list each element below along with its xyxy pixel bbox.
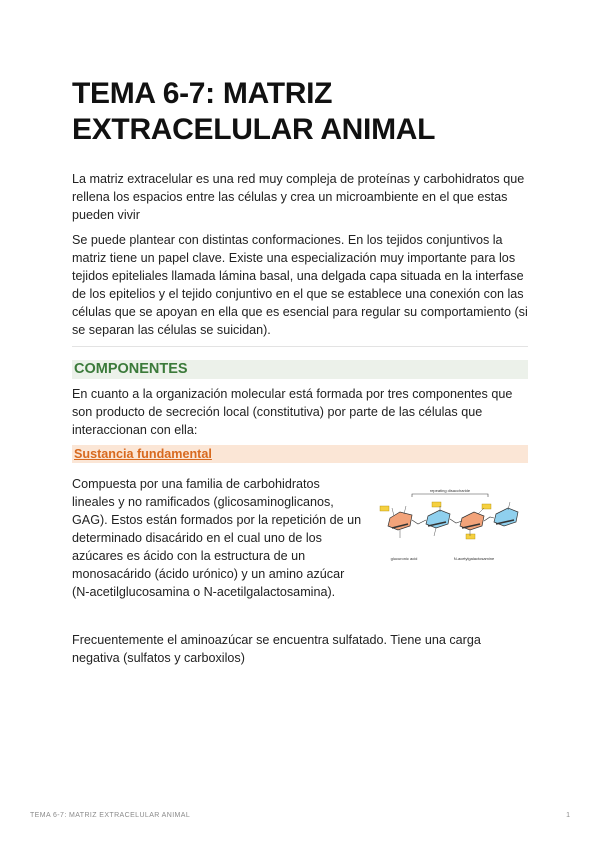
disaccharide-figure (370, 486, 530, 568)
page-title-line-2: EXTRACELULAR ANIMAL (72, 113, 436, 146)
sugar-ring-1 (388, 512, 412, 530)
section-divider (72, 346, 528, 347)
repeat-bracket (412, 494, 488, 497)
sulfate-box-3 (466, 534, 475, 539)
glycosidic-link-2 (450, 519, 462, 523)
intro-paragraph: La matriz extracelular es una red muy compleja de proteínas y carbohidratos que rellena los espacios entre las células y crea un microambiente en el que estas pueden vivir (72, 172, 525, 222)
page-title (72, 76, 532, 148)
sulfate-box-2 (432, 502, 441, 507)
glycosidic-link-3 (484, 517, 494, 521)
sulfate-box-1 (380, 506, 389, 511)
subsection-heading-text: Sustancia fundamental (74, 447, 212, 461)
figure-label-left: glucuronic acid (390, 556, 418, 561)
subsection-heading (72, 445, 528, 463)
page-title-line-1: TEMA 6-7: MATRIZ (72, 77, 333, 110)
figure-top-label: repeating disaccharide (429, 488, 471, 493)
sustancia-fundamental-paragraph: Compuesta por una familia de carbohidratos lineales y no ramificados (glicosaminoglicanos, GAG). Estos están formados por la repetición de un determinado disacárido en el cual uno de los azúcares es ácido con la estructura de un monosacárido (ácido urónico) y un amino azúcar (N-acetilglucosamina o N-acetilgalactosamina). (72, 477, 362, 599)
closing-paragraph: Frecuentemente el aminoazúcar se encuentra sulfatado. Tiene una carga negativa (sulfatos y carboxilos) (72, 633, 481, 665)
page-number: 1 (566, 812, 570, 819)
sulfate-box-4 (482, 504, 491, 509)
footer-title: TEMA 6-7: MATRIZ EXTRACELULAR ANIMAL (30, 812, 191, 819)
glycosidic-link-1 (412, 520, 426, 524)
conformations-paragraph: Se puede plantear con distintas conformaciones. En los tejidos conjuntivos la matriz tiene un papel clave. Existe una especialización muy importante para los tejidos epiteliales llamada lámina basal, una delgada capa situada en la interfase de los epitelios y el tejido conjuntivo en el que se establece una conexión con las células que se apoyan en ella que es esencial para regular su comportamiento (si se separan las células se suicidan). (72, 233, 528, 337)
figure-label-right: N-acetylgalactosamine (453, 556, 495, 561)
section-heading-componentes: COMPONENTES (72, 360, 528, 379)
section-intro-paragraph: En cuanto a la organización molecular está formada por tres componentes que son producto de secreción local (constitutiva) por parte de las células que interaccionan con ella: (72, 387, 513, 437)
